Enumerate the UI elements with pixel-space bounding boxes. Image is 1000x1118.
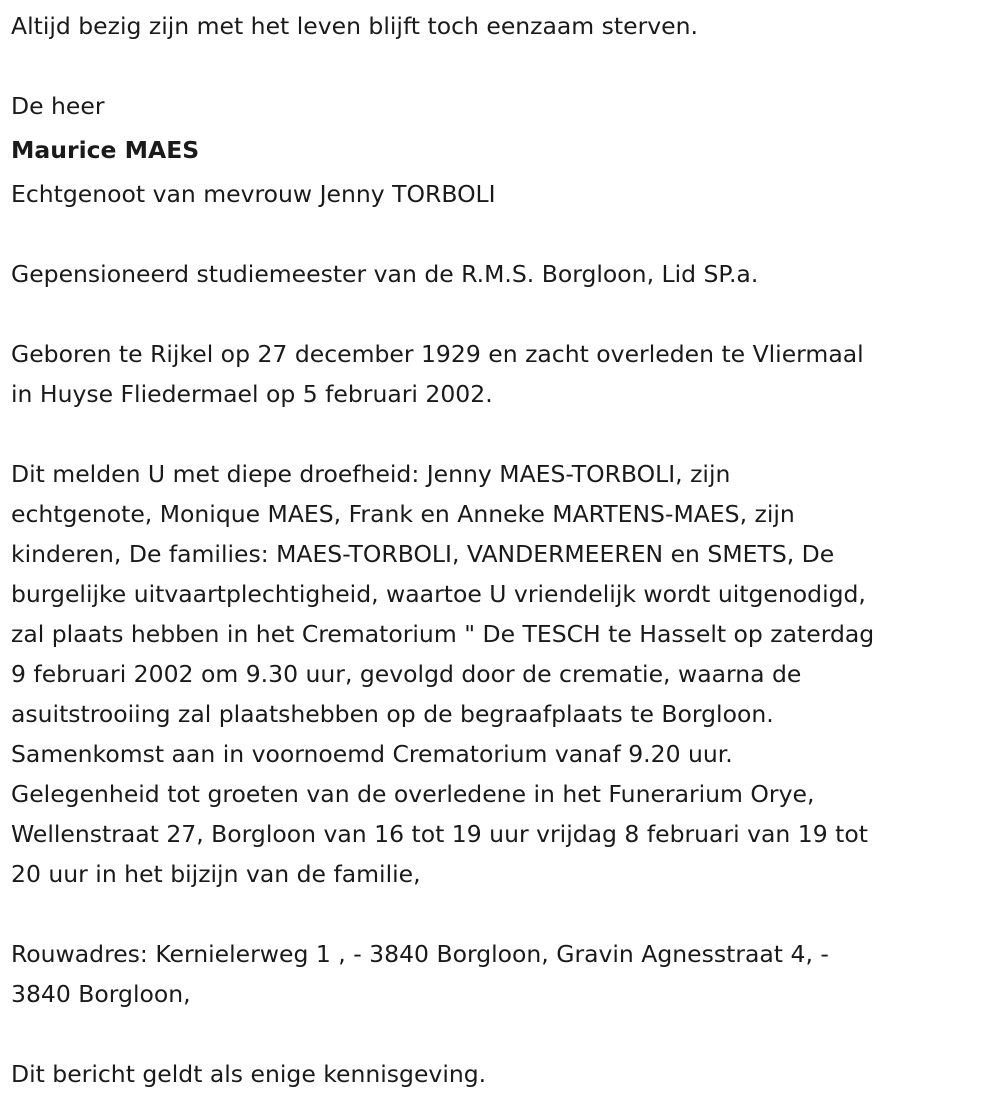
announcement-line: 9 februari 2002 om 9.30 uur, gevolgd door de crematie, waarna de: [11, 660, 802, 688]
announcement-line: echtgenote, Monique MAES, Frank en Anneke MARTENS-MAES, zijn: [11, 500, 795, 528]
announcement-line: burgelijke uitvaartplechtigheid, waartoe U vriendelijk wordt uitgenodigd,: [11, 580, 866, 608]
mourning-address-paragraph: [11, 934, 996, 1014]
birth-death-line: Geboren te Rijkel op 27 december 1929 en zacht overleden te Vliermaal: [11, 340, 864, 368]
announcement-line: Samenkomst aan in voornoemd Crematorium vanaf 9.20 uur.: [11, 740, 733, 768]
obituary-document: [11, 0, 996, 1094]
announcement-line: Dit melden U met diepe droefheid: Jenny MAES-TORBOLI, zijn: [11, 460, 731, 488]
motto: Altijd bezig zijn met het leven blijft toch eenzaam sterven.: [11, 12, 698, 40]
deceased-name: Maurice MAES: [11, 136, 200, 164]
announcement-line: zal plaats hebben in het Crematorium " De TESCH te Hasselt op zaterdag: [11, 620, 875, 648]
announcement-line: 20 uur in het bijzijn van de familie,: [11, 860, 421, 888]
salutation: De heer: [11, 92, 105, 120]
occupation: Gepensioneerd studiemeester van de R.M.S. Borgloon, Lid SP.a.: [11, 260, 759, 288]
spouse-line: Echtgenoot van mevrouw Jenny TORBOLI: [11, 180, 496, 208]
birth-death-paragraph: [11, 334, 996, 414]
announcement-line: Gelegenheid tot groeten van de overledene in het Funerarium Orye,: [11, 780, 815, 808]
announcement-line: asuitstrooiing zal plaatshebben op de begraafplaats te Borgloon.: [11, 700, 774, 728]
birth-death-line: in Huyse Fliedermael op 5 februari 2002.: [11, 380, 493, 408]
announcement-paragraph: [11, 454, 996, 894]
closing-line: Dit bericht geldt als enige kennisgeving.: [11, 1060, 487, 1088]
mourning-address-line: 3840 Borgloon,: [11, 980, 191, 1008]
announcement-line: Wellenstraat 27, Borgloon van 16 tot 19 uur vrijdag 8 februari van 19 tot: [11, 820, 868, 848]
announcement-line: kinderen, De families: MAES-TORBOLI, VANDERMEEREN en SMETS, De: [11, 540, 835, 568]
mourning-address-line: Rouwadres: Kernielerweg 1 , - 3840 Borgloon, Gravin Agnesstraat 4, -: [11, 940, 829, 968]
